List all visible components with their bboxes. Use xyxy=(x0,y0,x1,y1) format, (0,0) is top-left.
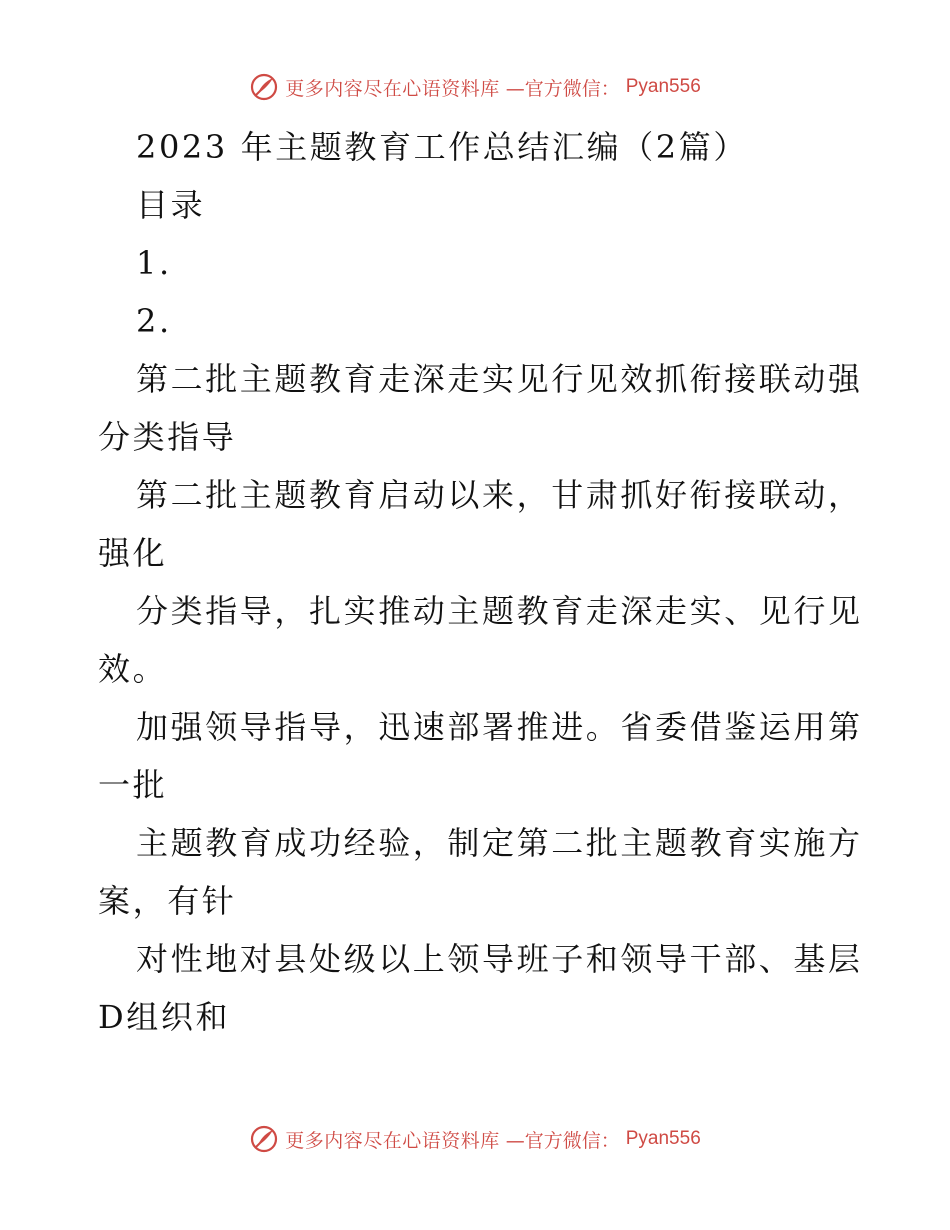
paragraph-line: 主题教育成功经验，制定第二批主题教育实施方 xyxy=(136,824,863,862)
paragraph-line: 强化 xyxy=(98,534,168,572)
section-heading-line: 第二批主题教育走深走实见行见效抓衔接联动强 xyxy=(136,360,863,398)
toc-item-2: 2. xyxy=(136,302,172,340)
document-title: 2023 年主题教育工作总结汇编（2篇） xyxy=(136,128,748,166)
quill-logo-icon xyxy=(249,72,279,102)
paragraph-line: 一批 xyxy=(98,766,168,804)
watermark-separator: —官方微信： xyxy=(505,1129,620,1152)
watermark-header xyxy=(0,72,950,102)
paragraph-line: 案，有针 xyxy=(98,882,237,920)
section-heading-line: 分类指导 xyxy=(98,418,237,456)
paragraph-line: 加强领导指导，迅速部署推进。省委借鉴运用第 xyxy=(136,708,863,746)
watermark-text: 更多内容尽在心语资料库 xyxy=(285,1129,500,1152)
document-body xyxy=(98,118,863,1046)
watermark-wechat-id: Pyan556 xyxy=(625,76,701,97)
paragraph-line: 对性地对县处级以上领导班子和领导干部、基层 xyxy=(136,940,863,978)
watermark-separator: —官方微信： xyxy=(505,77,620,100)
toc-heading: 目录 xyxy=(136,186,206,224)
paragraph-line: 分类指导，扎实推动主题教育走深走实、见行见 xyxy=(136,592,863,630)
watermark-text: 更多内容尽在心语资料库 xyxy=(285,77,500,100)
paragraph-line: D组织和 xyxy=(98,998,231,1036)
paragraph-line: 效。 xyxy=(98,650,168,688)
watermark-wechat-id: Pyan556 xyxy=(625,1128,701,1149)
quill-logo-icon xyxy=(249,1124,279,1154)
toc-item-1: 1. xyxy=(136,244,172,282)
watermark-footer xyxy=(0,1124,950,1154)
paragraph-line: 第二批主题教育启动以来，甘肃抓好衔接联动， xyxy=(136,476,863,514)
